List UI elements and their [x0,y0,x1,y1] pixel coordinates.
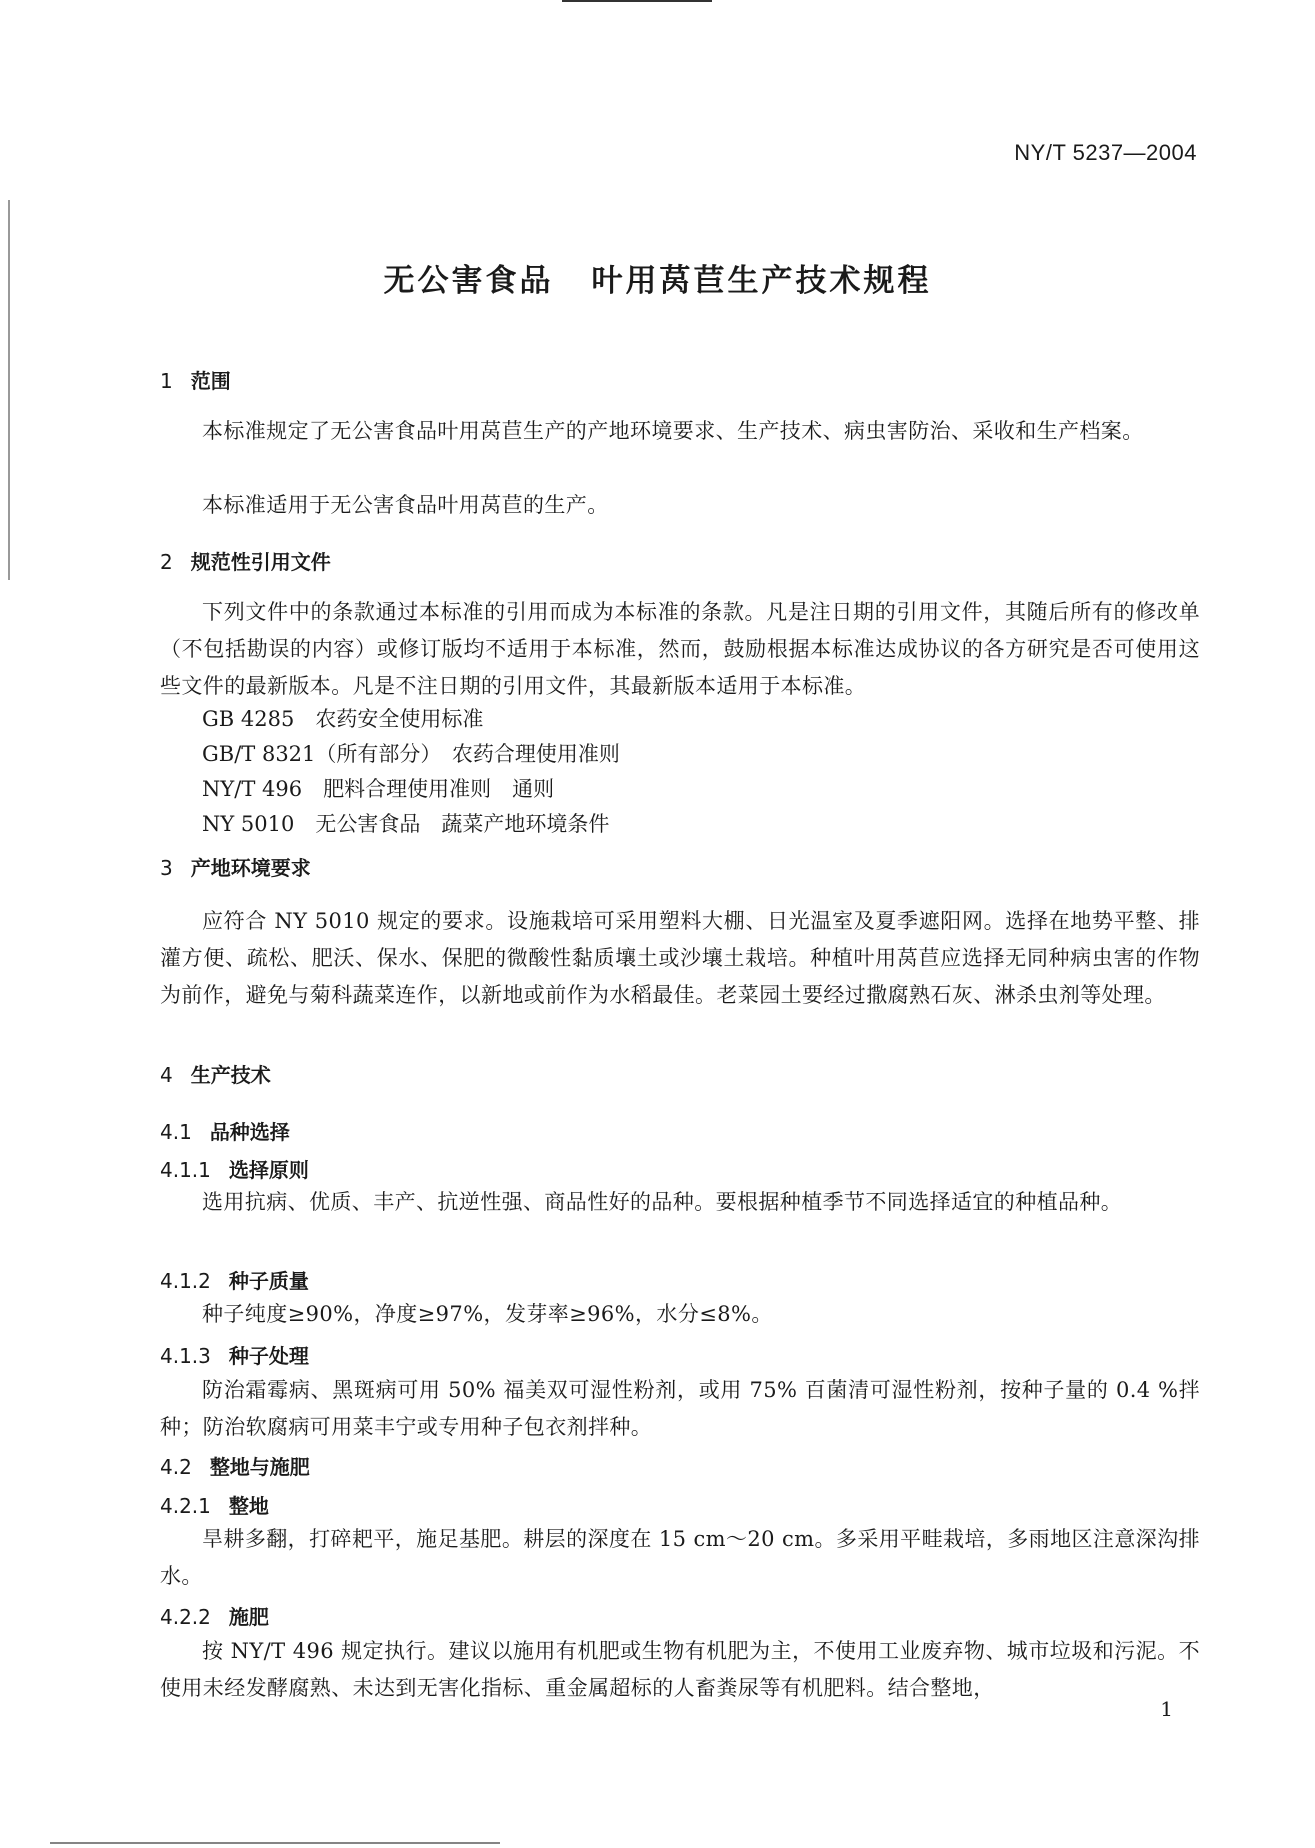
section-heading-2: 2 规范性引用文件 [160,550,331,574]
page-number: 1 [1160,1697,1173,1721]
section-3-paragraph-1: 应符合 NY 5010 规定的要求。设施栽培可采用塑料大棚、日光温室及夏季遮阳网。选择在地势平整、排灌方便、疏松、肥沃、保水、保肥的微酸性黏质壤土或沙壤土栽培。种植叶用莴苣应选择无同种病虫害的作物为前作，避免与菊科蔬菜连作，以新地或前作为水稻最佳。老菜园土要经过撒腐熟石灰、淋杀虫剂等处理。 [160,909,1200,1007]
subsection-heading-4-2-2: 4.2.2 施肥 [160,1605,269,1629]
reference-item: GB/T 8321（所有部分） 农药合理使用准则 [202,742,620,766]
reference-item: GB 4285 农药安全使用标准 [202,707,484,731]
title-part-2: 叶用莴苣生产技术规程 [591,263,932,299]
scan-mark-top [562,0,712,2]
subsection-heading-4-1: 4.1 品种选择 [160,1120,290,1144]
subsection-heading-4-2-1: 4.2.1 整地 [160,1494,269,1518]
subsection-4-2-1-paragraph: 旱耕多翻，打碎耙平，施足基肥。耕层的深度在 15 cm～20 cm。多采用平畦栽培，多雨地区注意深沟排水。 [160,1527,1200,1588]
subsection-heading-4-2: 4.2 整地与施肥 [160,1455,310,1479]
document-title [0,255,1315,300]
section-1-paragraph-1: 本标准规定了无公害食品叶用莴苣生产的产地环境要求、生产技术、病虫害防治、采收和生产档案。 [202,419,1144,443]
reference-item: NY 5010 无公害食品 蔬菜产地环境条件 [202,812,610,836]
section-2-paragraph-1: 下列文件中的条款通过本标准的引用而成为本标准的条款。凡是注日期的引用文件，其随后所有的修改单（不包括勘误的内容）或修订版均不适用于本标准，然而，鼓励根据本标准达成协议的各方研究是否可使用这些文件的最新版本。凡是不注日期的引用文件，其最新版本适用于本标准。 [160,600,1200,698]
subsection-4-1-1-paragraph: 选用抗病、优质、丰产、抗逆性强、商品性好的品种。要根据种植季节不同选择适宜的种植品种。 [202,1190,1123,1214]
section-1-paragraph-2: 本标准适用于无公害食品叶用莴苣的生产。 [202,493,609,517]
section-heading-1: 1 范围 [160,369,231,393]
title-part-1: 无公害食品 [383,263,554,299]
section-heading-3: 3 产地环境要求 [160,856,311,880]
subsection-heading-4-1-3: 4.1.3 种子处理 [160,1344,309,1368]
subsection-4-1-2-paragraph: 种子纯度≥90%，净度≥97%，发芽率≥96%，水分≤8%。 [202,1302,773,1326]
reference-list [160,702,1242,842]
reference-item: NY/T 496 肥料合理使用准则 通则 [202,777,555,801]
section-heading-4: 4 生产技术 [160,1063,271,1087]
subsection-heading-4-1-1: 4.1.1 选择原则 [160,1158,309,1182]
subsection-heading-4-1-2: 4.1.2 种子质量 [160,1269,309,1293]
standard-code: NY/T 5237—2004 [1014,140,1197,165]
scan-mark-bottom [50,1842,500,1844]
subsection-4-2-2-paragraph: 按 NY/T 496 规定执行。建议以施用有机肥或生物有机肥为主，不使用工业废弃物、城市垃圾和污泥。不使用未经发酵腐熟、未达到无害化指标、重金属超标的人畜粪尿等有机肥料。结合整地， [160,1639,1200,1700]
subsection-4-1-3-paragraph: 防治霜霉病、黑斑病可用 50% 福美双可湿性粉剂，或用 75% 百菌清可湿性粉剂，按种子量的 0.4 %拌种；防治软腐病可用菜丰宁或专用种子包衣剂拌种。 [160,1378,1200,1439]
